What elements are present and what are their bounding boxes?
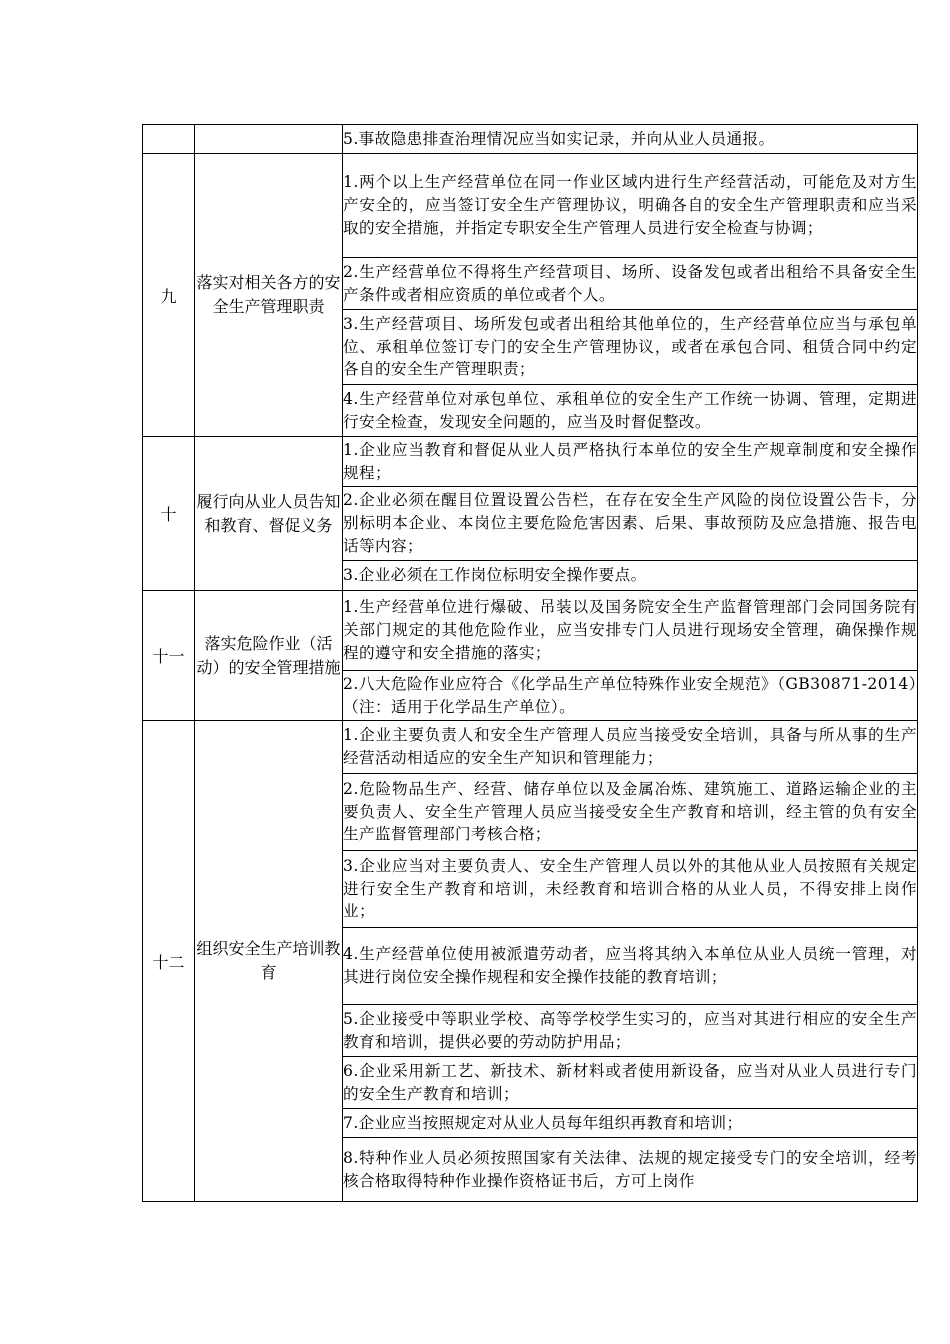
section-number-cell: 九 bbox=[143, 154, 195, 437]
table-row bbox=[143, 437, 918, 487]
section-number-cell: 十 bbox=[143, 437, 195, 591]
section-title-cell bbox=[195, 125, 343, 154]
requirement-item: 1.企业应当教育和督促从业人员严格执行本单位的安全生产规章制度和安全操作规程； bbox=[343, 437, 918, 487]
requirement-item: 7.企业应当按照规定对从业人员每年组织再教育和培训； bbox=[343, 1109, 918, 1138]
requirement-item: 3.企业必须在工作岗位标明安全操作要点。 bbox=[343, 561, 918, 591]
requirements-table bbox=[142, 124, 918, 1202]
requirement-item: 5.事故隐患排查治理情况应当如实记录，并向从业人员通报。 bbox=[343, 125, 918, 154]
requirement-item: 5.企业接受中等职业学校、高等学校学生实习的，应当对其进行相应的安全生产教育和培训，提供必要的劳动防护用品； bbox=[343, 1005, 918, 1057]
section-title-cell: 组织安全生产培训教育 bbox=[195, 721, 343, 1202]
requirement-item: 2.八大危险作业应符合《化学品生产单位特殊作业安全规范》（GB30871-2014）（注：适用于化学品生产单位）。 bbox=[343, 671, 918, 721]
section-title-cell: 落实对相关各方的安全生产管理职责 bbox=[195, 154, 343, 437]
requirement-item: 1.生产经营单位进行爆破、吊装以及国务院安全生产监督管理部门会同国务院有关部门规定的其他危险作业，应当安排专门人员进行现场安全管理，确保操作规程的遵守和安全措施的落实； bbox=[343, 591, 918, 671]
section-number-cell: 十一 bbox=[143, 591, 195, 721]
requirement-item: 1.两个以上生产经营单位在同一作业区域内进行生产经营活动，可能危及对方生产安全的，应当签订安全生产管理协议，明确各自的安全生产管理职责和应当采取的安全措施，并指定专职安全生产管理人员进行安全检查与协调； bbox=[343, 154, 918, 258]
table-row bbox=[143, 154, 918, 258]
requirement-item: 8.特种作业人员必须按照国家有关法律、法规的规定接受专门的安全培训，经考核合格取得特种作业操作资格证书后，方可上岗作 bbox=[343, 1138, 918, 1202]
requirement-item: 3.生产经营项目、场所发包或者出租给其他单位的，生产经营单位应当与承包单位、承租单位签订专门的安全生产管理协议，或者在承包合同、租赁合同中约定各自的安全生产管理职责； bbox=[343, 310, 918, 385]
requirement-item: 4.生产经营单位使用被派遣劳动者，应当将其纳入本单位从业人员统一管理，对其进行岗位安全操作规程和安全操作技能的教育培训； bbox=[343, 928, 918, 1005]
requirement-item: 3.企业应当对主要负责人、安全生产管理人员以外的其他从业人员按照有关规定进行安全生产教育和培训，未经教育和培训合格的从业人员，不得安排上岗作业； bbox=[343, 851, 918, 928]
section-number-cell: 十二 bbox=[143, 721, 195, 1202]
table-row bbox=[143, 591, 918, 671]
requirement-item: 4.生产经营单位对承包单位、承租单位的安全生产工作统一协调、管理，定期进行安全检查，发现安全问题的，应当及时督促整改。 bbox=[343, 385, 918, 437]
table-row bbox=[143, 721, 918, 774]
section-title-cell: 落实危险作业（活动）的安全管理措施 bbox=[195, 591, 343, 721]
section-title-cell: 履行向从业人员告知和教育、督促义务 bbox=[195, 437, 343, 591]
section-number-cell bbox=[143, 125, 195, 154]
requirement-item: 2.生产经营单位不得将生产经营项目、场所、设备发包或者出租给不具备安全生产条件或者相应资质的单位或者个人。 bbox=[343, 258, 918, 310]
requirement-item: 2.企业必须在醒目位置设置公告栏，在存在安全生产风险的岗位设置公告卡，分别标明本企业、本岗位主要危险危害因素、后果、事故预防及应急措施、报告电话等内容； bbox=[343, 487, 918, 561]
requirement-item: 6.企业采用新工艺、新技术、新材料或者使用新设备，应当对从业人员进行专门的安全生产教育和培训； bbox=[343, 1057, 918, 1109]
requirement-item: 1.企业主要负责人和安全生产管理人员应当接受安全培训，具备与所从事的生产经营活动相适应的安全生产知识和管理能力； bbox=[343, 721, 918, 774]
requirement-item: 2.危险物品生产、经营、储存单位以及金属冶炼、建筑施工、道路运输企业的主要负责人、安全生产管理人员应当接受安全生产教育和培训，经主管的负有安全生产监督管理部门考核合格； bbox=[343, 774, 918, 851]
table-row bbox=[143, 125, 918, 154]
